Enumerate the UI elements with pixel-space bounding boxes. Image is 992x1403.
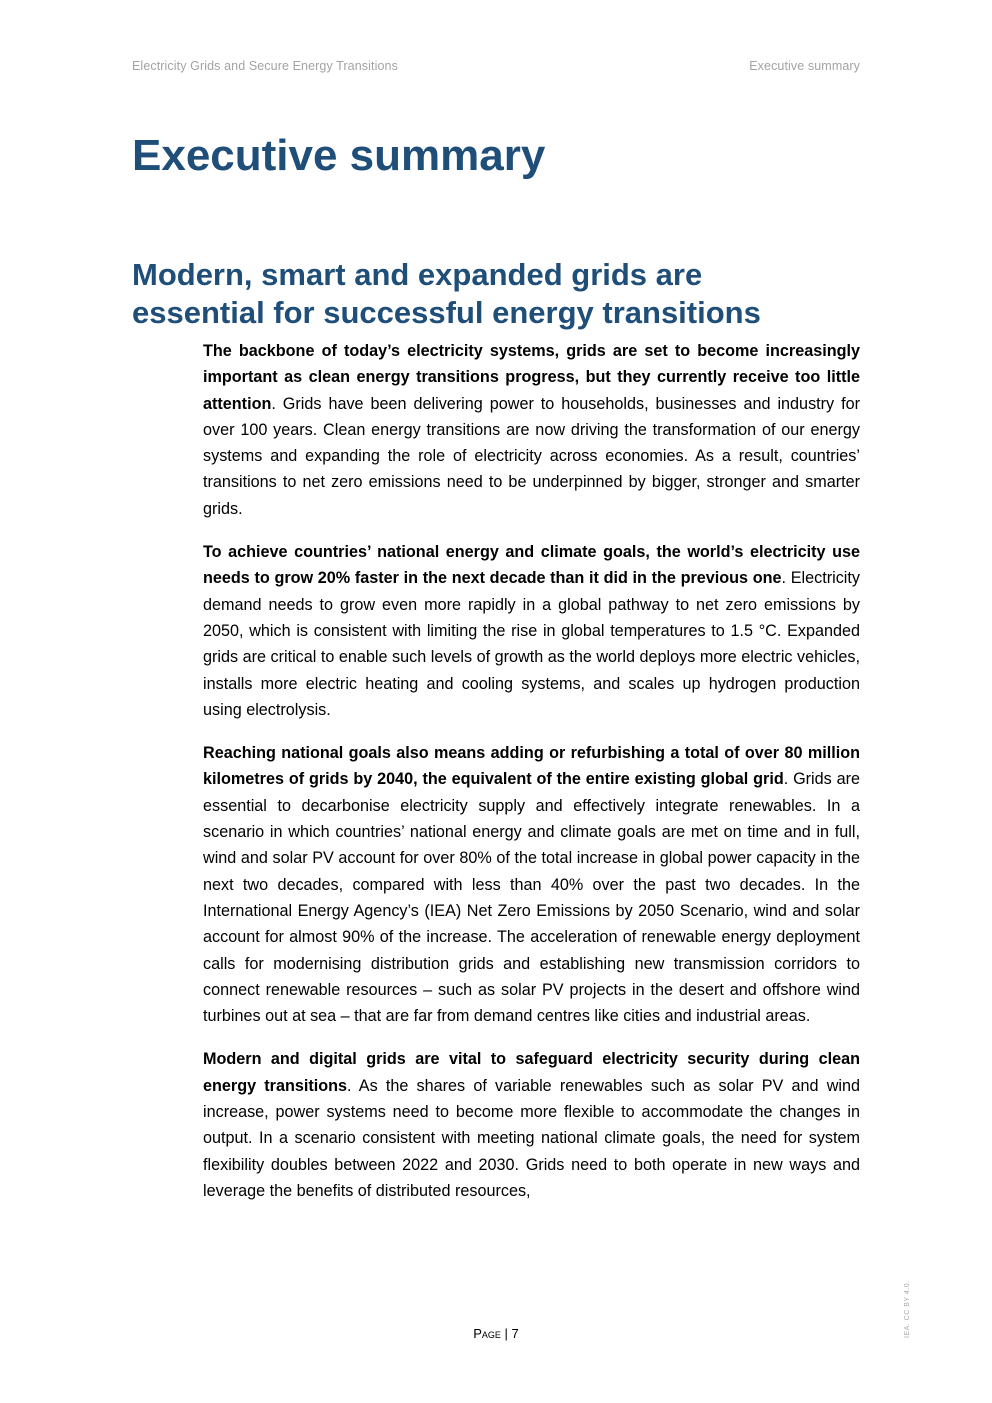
paragraph-3-body: . Grids are essential to decarbonise electricity supply and effectively integrate renewables. In a scenario in which countries’ national energy and climate goals are met on time and in full, wind and solar PV account for over 80% of the total increase in global power capacity in the next two decades, compared with less than 40% over the past two decades. In the International Energy Agency’s (IEA) Net Zero Emissions by 2050 Scenario, wind and solar account for almost 90% of the increase. The acceleration of renewable energy deployment calls for modernising distribution grids and establishing new transmission corridors to connect renewable resources – such as solar PV projects in the desert and offshore wind turbines out at sea – that are far from demand centres like cities and industrial areas. [203,770,860,1026]
paragraph-2-lead: To achieve countries’ national energy and climate goals, the world’s electricity use needs to grow 20% faster in the next decade than it did in the previous one [203,543,860,588]
header-chapter-title: Executive summary [749,59,860,73]
footer-page-label: Page [473,1326,501,1341]
running-header [132,59,860,73]
paragraph-4 [203,1046,860,1204]
section-heading [132,256,872,332]
paragraph-3 [203,740,860,1029]
paragraph-2 [203,539,860,723]
paragraph-3-lead: Reaching national goals also means adding or refurbishing a total of over 80 million kilometres of grids by 2040, the equivalent of the entire existing global grid [203,744,860,789]
body-text [203,338,860,1221]
license-note: IEA. CC BY 4.0. [904,1280,911,1338]
page-title: Executive summary [132,131,546,180]
paragraph-4-lead: Modern and digital grids are vital to safeguard electricity security during clean energy transitions [203,1050,860,1095]
paragraph-1-body: . Grids have been delivering power to households, businesses and industry for over 100 years. Clean energy transitions are now driving the transformation of our energy systems and expanding the role of electricity across economies. As a result, countries’ transitions to net zero emissions need to be underpinned by bigger, stronger and smarter grids. [203,394,860,518]
footer-page-number: 7 [511,1326,519,1341]
paragraph-1 [203,338,860,522]
footer-separator: | [500,1326,512,1341]
paragraph-2-body: . Electricity demand needs to grow even more rapidly in a global pathway to net zero emissions by 2050, which is consistent with limiting the rise in global temperatures to 1.5 °C. Expanded grids are critical to enable such levels of growth as the world deploys more electric vehicles, installs more electric heating and cooling systems, and scales up hydrogen production using electrolysis. [203,569,860,719]
page-footer [0,1326,992,1341]
paragraph-1-lead: The backbone of today’s electricity systems, grids are set to become increasingly important as clean energy transitions progress, but they currently receive too little attention [203,342,860,413]
paragraph-4-body: . As the shares of variable renewables such as solar PV and wind increase, power systems need to become more flexible to accommodate the changes in output. In a scenario consistent with meeting national climate goals, the need for system flexibility doubles between 2022 and 2030. Grids need to both operate in new ways and leverage the benefits of distributed resources, [203,1076,860,1200]
section-heading-line-2: essential for successful energy transitions [132,295,761,330]
section-heading-line-1: Modern, smart and expanded grids are [132,257,703,292]
header-document-title: Electricity Grids and Secure Energy Transitions [132,59,398,73]
